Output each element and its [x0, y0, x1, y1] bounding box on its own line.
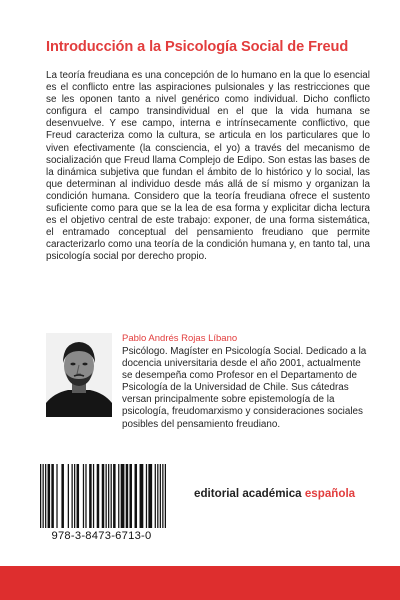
- author-photo: [46, 333, 112, 417]
- isbn-number: 978-3-8473-6713-0: [51, 530, 152, 542]
- author-bio: Psicólogo. Magíster en Psicología Social. Dedicado a la docencia universitaria desde el año 2001, actualmente se desempeña como Profesor en el Departamento de Psicología de la Universidad de Chile. Sus cátedras versan principalmente sobre epistemología de la psicología, freudomarxismo y consideraciones sociales posibles del pensamiento freudiano.: [122, 346, 367, 430]
- publisher-logo: [194, 487, 374, 500]
- barcode-block: [34, 461, 169, 547]
- book-title: Introducción a la Psicología Social de Freud: [46, 39, 349, 55]
- book-synopsis: La teoría freudiana es una concepción de lo humano en la que lo esencial es el conflicto entre las aspiraciones pulsionales y las restricciones que se les oponen tanto a nivel genérico como individual. Dicho conflicto configura el campo transindividual en el que la vida humana se desenvuelve. Y ese campo, interna e intrínsecamente conflictivo, que Freud caracteriza como la cultura, se articula en los particulares que lo viven efectivamente (la consciencia, el yo) a través del mecanismo de socialización que Freud llama Complejo de Edipo. Son estas las bases de la dinámica subjetiva que fundan el ámbito de lo histórico y lo social, las que determinan al individuo desde más allá de sí mismo y organizan la condición humana. Considero que la teoría freudiana ofrece el sustento suficiente como para que se la lea de esa forma y explicitar dicha lectura es el objetivo central de este trabajo: exponer, de una forma sistemática, el entramado conceptual del pensamiento freudiano que permite caracterizarlo como una teoría de la condición humana y, en tanto tal, una psicología social por derecho propio.: [46, 70, 370, 263]
- publisher-name: editorial académica: [194, 487, 302, 500]
- author-name: Pablo Andrés Rojas Líbano: [122, 333, 238, 344]
- author-portrait-icon: [46, 333, 112, 417]
- footer-band: [0, 566, 400, 600]
- publisher-accent: española: [304, 487, 356, 500]
- isbn-barcode-icon: [40, 464, 166, 528]
